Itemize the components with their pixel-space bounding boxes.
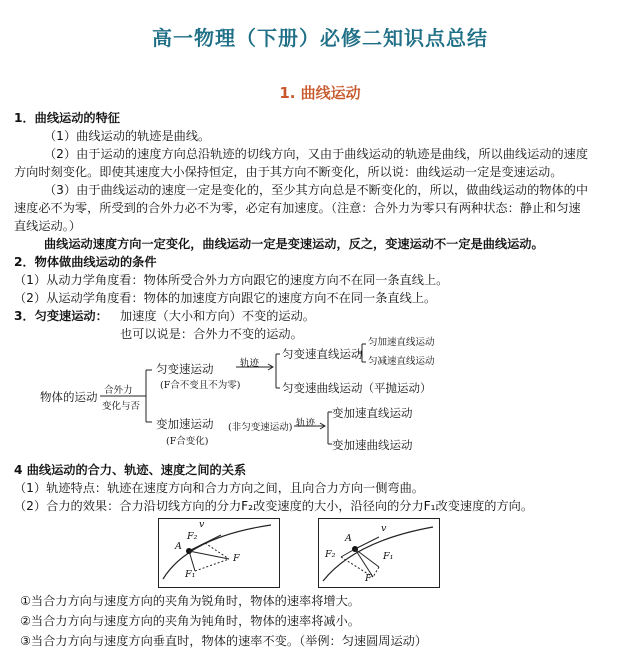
diagram-leaf-uniform-curve: 匀变速曲线运动（平抛运动） [282,381,432,395]
s1-p1: （1）曲线运动的轨迹是曲线。 [44,129,211,143]
fig2-label-v: v [381,523,387,534]
s1-p3c: 直线运动。） [14,219,82,233]
s2-p2: （2）从运动学角度看：物体的加速度方向跟它的速度方向不在同一条直线上。 [14,291,437,305]
s4-c1: ①当合力方向与速度方向的夹角为锐角时，物体的速率将增大。 [20,594,360,608]
fig1-label-F1: F₁ [185,569,196,580]
s1-p3b: 速度必不为零，所受到的合外力必不为零，必定有加速度。（注意：合外力为零只有两种状态：静止和匀速 [14,201,581,215]
diagram-leaf-uniform-linear: 匀变速直线运动 [282,347,363,361]
diagram-leaf-variable-linear: 变加速直线运动 [332,406,413,420]
fig2-label-F1: F₁ [383,551,394,562]
diagram-leaf-uniform-decel: 匀减速直线运动 [368,356,435,367]
s3-heading: 3．匀变速运动： [14,309,108,323]
s3-definition: 加速度（大小和方向）不变的运动。 [120,309,315,323]
diagram-edge-trajectory-2: 轨迹 [296,418,316,429]
force-figure-acute [158,518,280,588]
s4-c2: ②当合力方向与速度方向的夹角为钝角时，物体的速率将减小。 [20,614,360,628]
diagram-branch-variable-note: (非匀变速运动) [228,422,293,433]
force-figure-acute-drawing [159,519,279,587]
diagram-root: 物体的运动 [40,390,98,404]
fig1-label-F2: F₂ [187,531,198,542]
s2-p1: （1）从动力学角度看：物体所受合外力方向跟它的速度方向不在同一条直线上。 [14,273,449,287]
s1-p2a: （2）由于运动的速度方向总沿轨迹的切线方向，又由于曲线运动的轨迹是曲线，所以曲线运动的速度 [44,147,589,161]
fig2-label-A: A [345,533,352,544]
s4-c3: ③当合力方向与速度方向垂直时，物体的速率不变。（举例：匀速圆周运动） [20,634,428,648]
diagram-branch-variable: 变加速运动 [156,417,214,431]
diagram-root-edge-bottom: 变化与否 [102,401,141,412]
page-title: 高一物理（下册）必修二知识点总结 [152,26,488,50]
s3-definition-2: 也可以说是：合外力不变的运动。 [120,327,303,341]
fig1-label-F: F [233,553,240,564]
diagram-leaf-uniform-accel: 匀加速直线运动 [368,337,435,348]
diagram-branch-variable-note-2: (F合变化) [166,436,209,447]
section-title: 1. 曲线运动 [279,84,361,102]
s4-p2: （2）合力的效果：合力沿切线方向的分力F₂改变速度的大小，沿径向的分力F₁改变速度的方向。 [14,499,534,513]
diagram-branch-uniform: 匀变速运动 [156,362,214,376]
diagram-root-edge-top: 合外力 [104,385,133,396]
s1-p3a: （3）由于曲线运动的速度一定是变化的，至少其方向总是不断变化的，所以，做曲线运动的物体的中 [44,183,589,197]
force-figure-obtuse [318,518,440,588]
force-figure-obtuse-drawing [319,519,439,587]
s1-p2b: 方向时刻变化。即使其速度大小保持恒定，由于其方向不断变化，所以说：曲线运动一定是变速运动。 [14,165,563,179]
fig2-label-F: F [365,573,372,584]
s1-heading: 1．曲线运动的特征 [14,111,120,125]
fig2-label-F2: F₂ [325,549,336,560]
fig1-label-A: A [175,541,182,552]
s1-summary: 曲线运动速度方向一定变化，曲线运动一定是变速运动，反之，变速运动不一定是曲线运动。 [44,237,544,251]
s4-heading: 4 曲线运动的合力、轨迹、速度之间的关系 [14,463,247,477]
s4-p1: （1）轨迹特点：轨迹在速度方向和合力方向之间，且向合力方向一侧弯曲。 [14,481,424,495]
fig1-label-v: v [199,519,205,530]
diagram-leaf-variable-curve: 变加速曲线运动 [332,438,413,452]
diagram-edge-trajectory-1: 轨迹 [240,358,260,369]
diagram-branch-uniform-note: (F合不变且不为零) [160,380,241,391]
s2-heading: 2．物体做曲线运动的条件 [14,255,157,269]
